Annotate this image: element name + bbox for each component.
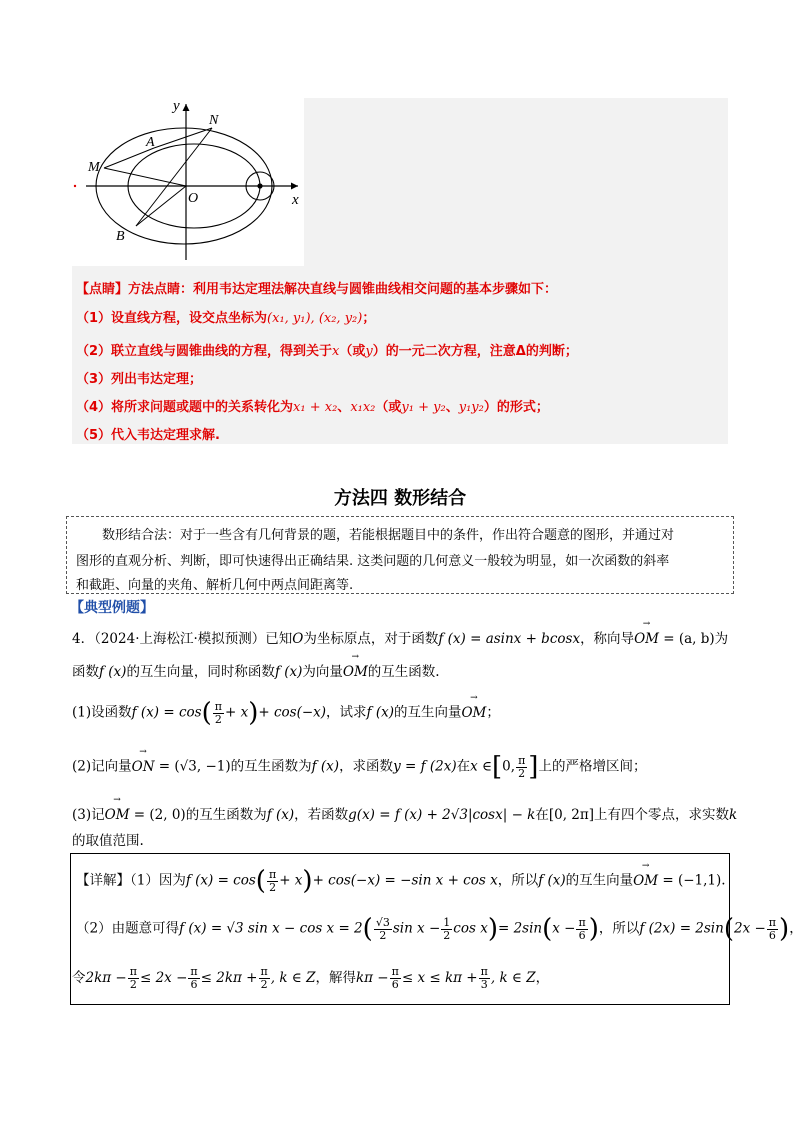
label-x: x [292,192,299,208]
ellipse-figure [72,98,304,266]
label-B: B [116,229,125,244]
examples-heading: 【典型例题】 [70,600,154,616]
question-part-2: (2)记向量→ ON = (√3, −1)的互生函数为f (x)，求函数y = f (2x)在x ∈[0, $\frac{\pi}{2}$ ]上的严格增区间； [72,752,646,782]
red-dot [74,185,76,187]
answer-line-3: 令2kπ − $\frac{\pi}{2}$ ≤ 2x − $\frac{\pi}{6}$ ≤ 2kπ + $\frac{\pi}{2}$ , k ∈ Z，解得kπ − $\frac{\pi}{6}$ ≤ x ≤ kπ + $\frac{\pi}{3}$ , k ∈ Z， [72,965,550,991]
tip-step-4: （4）将所求问题或题中的关系转化为x₁ + x₂、x₁x₂（或y₁ + y₂、y₁y₂）的形式； [76,400,549,415]
question-part-1: (1)设函数f (x) = cos( $\frac{\pi}{2}$ + x)+ cos(−x)，试求f (x)的互生向量→ OM； [72,698,500,728]
question-line-1: 4．（2024·上海松江·模拟预测）已知O为坐标原点，对于函数f (x) = asinx + bcosx，称向导→ OM = (a, b)为 [72,627,728,647]
answer-line-1: 【详解】（1）因为f (x) = cos( $\frac{\pi}{2}$ + x)+ cos(−x) = −sin x + cos x，所以f (x)的互生向量→ OM = (−1,1). [76,866,726,896]
label-N: N [209,113,219,128]
method-line-1: 数形结合法：对于一些含有几何背景的题，若能根据题目中的条件，作出符合题意的图形，并通过对 [102,528,675,543]
question-part-3: (3)记→ OM = (2, 0)的互生函数为f (x)，若函数g(x) = f (x) + 2√3|cosx| − k在[0, 2π]上有四个零点，求实数k [72,803,737,823]
method-line-3: 和截距、向量的夹角、解析几何中两点间距离等. [76,578,354,593]
segment-MA [104,148,154,168]
focus-point [257,183,262,188]
label-y: y [173,98,180,114]
ellipse-diagram [72,98,304,266]
method-title: 方法四 数形结合 [333,488,467,509]
answer-line-2: （2）由题意可得f (x) = √3 sin x − cos x = 2( $\frac{√3}{2}$ sin x − $\frac{1}{2}$ cos x)= 2sin(x − $\frac{\pi}{6}$ )，所以f (2x) = 2sin(2x − $\frac{\pi}{6}$ )， [76,914,803,944]
tip-step-1: （1）设直线方程，设交点坐标为(x₁, y₁), (x₂, y₂)； [76,311,376,326]
question-part-3-cont: 的取值范围. [72,833,144,849]
tip-step-5: （5）代入韦达定理求解. [76,428,220,443]
label-A: A [146,135,155,150]
label-M: M [88,160,100,175]
tip-step-3: （3）列出韦达定理； [76,372,203,387]
tip-step-2: （2）联立直线与圆锥曲线的方程，得到关于x（或y）的一元二次方程，注意Δ的判断； [76,344,578,359]
tip-heading: 【点睛】方法点睛：利用韦达定理法解决直线与圆锥曲线相交问题的基本步骤如下： [76,282,558,297]
segment-OB [136,186,186,226]
method-line-2: 图形的直观分析、判断，即可快速得出正确结果. 这类问题的几何意义一般较为明显，如一次函数的斜率 [76,554,670,569]
question-line-2: 函数f (x)的互生向量，同时称函数f (x)为向量→ OM的互生函数. [72,660,440,680]
label-O: O [188,191,199,206]
